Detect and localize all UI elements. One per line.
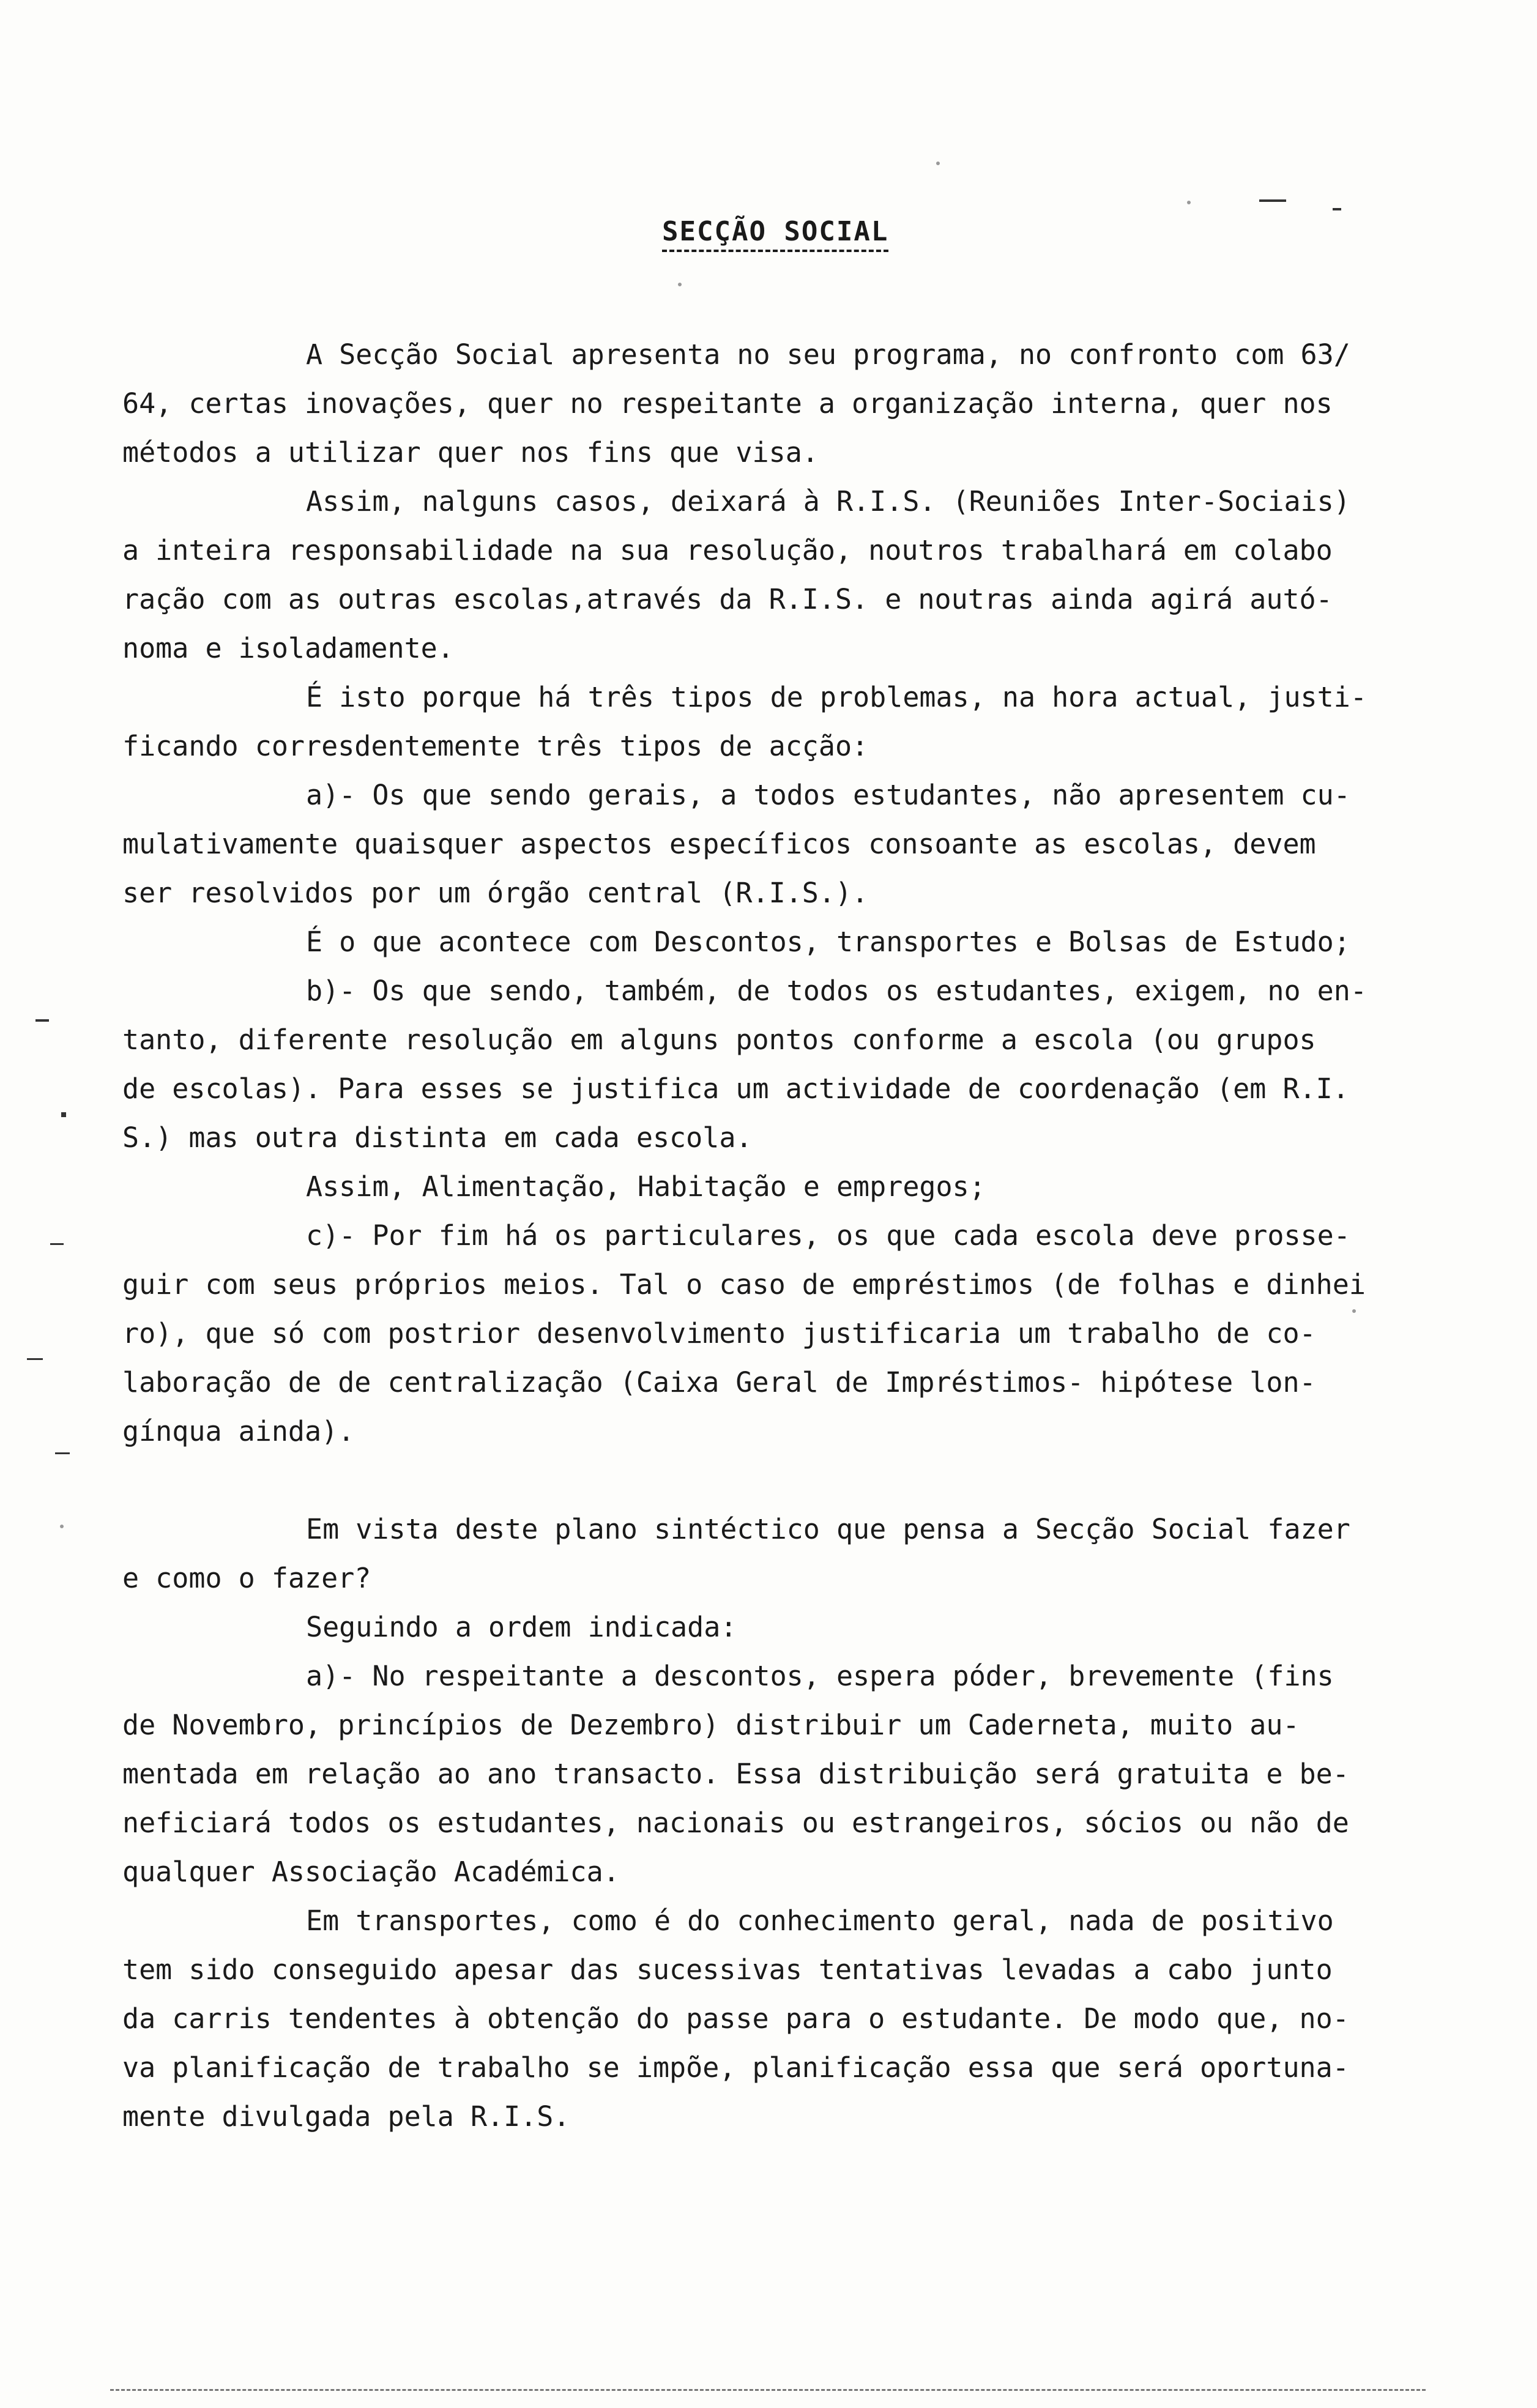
- page-title: SECÇÃO SOCIAL: [662, 215, 888, 252]
- text-line: Em transportes, como é do conhecimento geral, nada de positivo: [306, 1904, 1334, 1937]
- text-line: da carris tendentes à obtenção do passe para o estudante. De modo que, no-: [122, 2002, 1349, 2035]
- text-line: ser resolvidos por um órgão central (R.I.S.).: [122, 877, 869, 909]
- text-line: ro), que só com postrior desenvolvimento justificaria um trabalho de co-: [122, 1317, 1316, 1350]
- stray-mark: [61, 1112, 66, 1117]
- text-line: tem sido conseguido apesar das sucessivas tentativas levadas a cabo junto: [122, 1953, 1333, 1986]
- stray-mark: [55, 1452, 70, 1454]
- scan-speck: [1352, 1309, 1356, 1313]
- scan-speck: [60, 1525, 64, 1528]
- text-line: a)- No respeitante a descontos, espera póder, brevemente (fins: [306, 1660, 1334, 1692]
- document-body: [122, 330, 1456, 2141]
- stray-mark: [27, 1358, 43, 1360]
- text-line: É o que acontece com Descontos, transportes e Bolsas de Estudo;: [306, 926, 1350, 958]
- text-line: Assim, Alimentação, Habitação e empregos;: [306, 1170, 986, 1203]
- bottom-edge-rule: [110, 2389, 1426, 2391]
- text-line: a)- Os que sendo gerais, a todos estudantes, não apresentem cu-: [306, 779, 1350, 811]
- text-line: Assim, nalguns casos, deixará à R.I.S. (Reuniões Inter-Sociais): [306, 485, 1350, 518]
- text-line: gínqua ainda).: [122, 1415, 355, 1447]
- text-line: tanto, diferente resolução em alguns pontos conforme a escola (ou grupos: [122, 1024, 1316, 1056]
- text-line: neficiará todos os estudantes, nacionais ou estrangeiros, sócios ou não de: [122, 1807, 1349, 1839]
- text-line: ficando corresdentemente três tipos de acção:: [122, 730, 869, 762]
- text-line: métodos a utilizar quer nos fins que visa.: [122, 436, 819, 469]
- scan-speck: [1187, 201, 1191, 204]
- text-line: c)- Por fim há os particulares, os que cada escola deve prosse-: [306, 1219, 1350, 1252]
- paragraph-gap: [122, 1456, 1456, 1505]
- text-line: A Secção Social apresenta no seu programa, no confronto com 63/: [306, 338, 1350, 371]
- text-line: mente divulgada pela R.I.S.: [122, 2100, 570, 2133]
- text-line: Em vista deste plano sintéctico que pensa a Secção Social fazer: [306, 1513, 1350, 1545]
- text-line: Seguindo a ordem indicada:: [306, 1611, 737, 1643]
- text-line: laboração de de centralização (Caixa Geral de Impréstimos- hipótese lon-: [122, 1366, 1316, 1399]
- text-line: e como o fazer?: [122, 1562, 371, 1594]
- stray-mark: [1333, 208, 1341, 210]
- text-line: b)- Os que sendo, também, de todos os estudantes, exigem, no en-: [306, 975, 1367, 1007]
- text-line: 64, certas inovações, quer no respeitante a organização interna, quer nos: [122, 387, 1333, 420]
- stray-mark: [1259, 199, 1286, 202]
- text-line: mentada em relação ao ano transacto. Essa distribuição será gratuita e be-: [122, 1758, 1349, 1790]
- stray-mark: [50, 1243, 64, 1245]
- text-line: de escolas). Para esses se justifica um actividade de coordenação (em R.I.: [122, 1072, 1349, 1105]
- scan-speck: [936, 162, 940, 165]
- text-line: É isto porque há três tipos de problemas, na hora actual, justi-: [306, 681, 1367, 713]
- text-line: a inteira responsabilidade na sua resolução, noutros trabalhará em colabo: [122, 534, 1333, 567]
- text-line: de Novembro, princípios de Dezembro) distribuir um Caderneta, muito au-: [122, 1709, 1300, 1741]
- text-line: mulativamente quaisquer aspectos específicos consoante as escolas, devem: [122, 828, 1316, 860]
- text-line: ração com as outras escolas,através da R.I.S. e noutras ainda agirá autó-: [122, 583, 1333, 615]
- text-line: S.) mas outra distinta em cada escola.: [122, 1121, 753, 1154]
- text-line: guir com seus próprios meios. Tal o caso de empréstimos (de folhas e dinhei: [122, 1268, 1366, 1301]
- text-line: va planificação de trabalho se impõe, planificação essa que será oportuna-: [122, 2051, 1349, 2084]
- text-line: qualquer Associação Académica.: [122, 1856, 620, 1888]
- stray-mark: [35, 1019, 49, 1022]
- text-line: noma e isoladamente.: [122, 632, 454, 664]
- scan-speck: [678, 283, 682, 286]
